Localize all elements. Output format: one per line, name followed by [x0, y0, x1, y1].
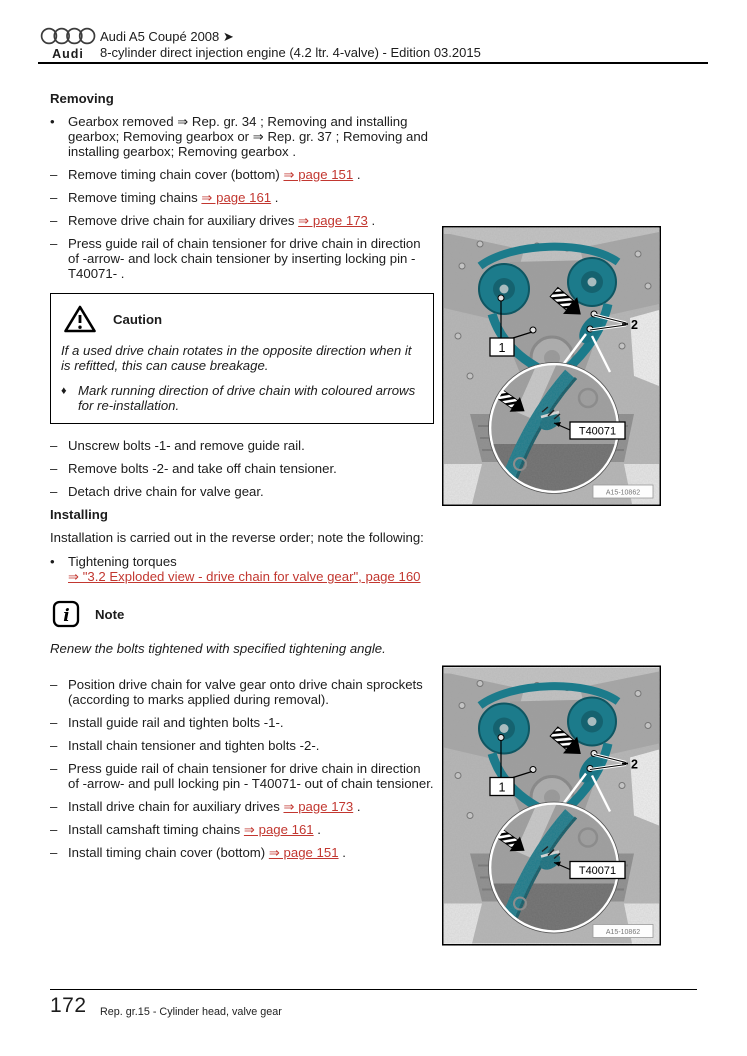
dash-marker: –: [50, 484, 58, 499]
dash-marker: –: [50, 715, 58, 730]
dash-marker: –: [50, 799, 58, 814]
list-item-install-drive-chain: – Install drive chain for auxiliary drives ⇒ page 173 .: [50, 799, 361, 814]
list-item-install-camshaft-chains: – Install camshaft timing chains ⇒ page 161 .: [50, 822, 321, 837]
list-item-text: Press guide rail of chain tensioner for drive chain in direction of -arrow- and pull locking pin - T40071- out of chain tensioner.: [68, 761, 434, 791]
list-item-gearbox-removed: [50, 114, 434, 159]
torques-label: Tightening torques: [68, 554, 177, 569]
diamond-marker: ♦: [61, 385, 67, 397]
figure1-callout-1: 1: [498, 341, 506, 355]
footer-page-number: 172: [50, 994, 87, 1017]
bullet-marker: •: [50, 114, 55, 129]
list-item-text: Remove timing chain cover (bottom): [68, 167, 284, 182]
header-title-line2: 8-cylinder direct injection engine (4.2 ltr. 4-valve) - Edition 03.2015: [100, 44, 481, 60]
dash-marker: –: [50, 190, 58, 205]
list-item-press-guide-rail: [50, 236, 434, 281]
dash-marker: –: [50, 236, 58, 251]
figure2-tool-label: T40071: [578, 865, 617, 877]
info-icon: [52, 600, 80, 628]
dash-marker: –: [50, 438, 58, 453]
installing-heading: Installing: [50, 507, 108, 522]
dash-marker: –: [50, 822, 58, 837]
header-title: [100, 29, 481, 60]
list-item-text: Install timing chain cover (bottom): [68, 845, 269, 860]
note-label: Note: [95, 606, 125, 622]
list-item-tightening-torques: [50, 554, 434, 584]
page-link-161-install[interactable]: ⇒ page 161: [243, 822, 314, 837]
list-item-press-pull-pin: [50, 761, 434, 791]
dash-marker: –: [50, 845, 58, 860]
figure2-callout-2: 2: [631, 757, 638, 772]
footer-caption: Rep. gr.15 - Cylinder head, valve gear: [100, 1006, 282, 1018]
page-link-173-install[interactable]: ⇒ page 173: [283, 799, 354, 814]
figure1-ref-code: A15-10862: [605, 489, 641, 497]
page-link-173[interactable]: ⇒ page 173: [298, 213, 368, 228]
caution-text: If a used drive chain rotates in the opposite direction when it is refitted, this can cause breakage.: [61, 343, 412, 373]
list-item-unscrew-bolts: [50, 438, 434, 453]
engine-figure-removing: [442, 226, 661, 511]
page-link-151-install[interactable]: ⇒ page 151: [268, 845, 339, 860]
dash-marker: –: [50, 761, 58, 776]
dash-marker: –: [50, 461, 58, 476]
list-item-text: Remove timing chains: [68, 190, 202, 205]
audi-logo: [37, 26, 99, 61]
list-item-text: Detach drive chain for valve gear.: [68, 484, 264, 499]
list-item-text: Unscrew bolts -1- and remove guide rail.: [68, 438, 305, 453]
warning-triangle-icon: [63, 304, 97, 334]
list-item-remove-cover: – Remove timing chain cover (bottom) ⇒ page 151 .: [50, 167, 361, 182]
dash-marker: –: [50, 677, 58, 692]
list-item-text: Install chain tensioner and tighten bolts -2-.: [68, 738, 320, 753]
header-rule: [38, 62, 708, 64]
engine-figure-installing: [442, 665, 661, 951]
list-item-text: Press guide rail of chain tensioner for drive chain in direction of -arrow- and lock chain tensioner by inserting locking pin - T40071- .: [68, 236, 421, 281]
note-text: Renew the bolts tightened with specified tightening angle.: [50, 641, 386, 656]
list-item-text: Gearbox removed ⇒ Rep. gr. 34 ; Removing and installing gearbox; Removing gearbox or ⇒ Rep. gr. 37 ; Removing and installing gearbox; Removing gearbox .: [68, 114, 428, 159]
audi-wordmark: Audi: [52, 47, 84, 61]
caution-bullet-text: Mark running direction of drive chain with coloured arrows for re-installation.: [78, 383, 416, 413]
page-link-151[interactable]: ⇒ page 151: [283, 167, 354, 182]
list-item-text: Remove bolts -2- and take off chain tensioner.: [68, 461, 337, 476]
list-item-remove-bolts: [50, 461, 434, 476]
list-item-remove-drive-chain: – Remove drive chain for auxiliary drives ⇒ page 173 .: [50, 213, 376, 228]
audi-rings-icon: [40, 26, 96, 46]
list-item-text: Install camshaft timing chains: [68, 822, 244, 837]
caution-box: [50, 293, 434, 424]
figure2-ref-code: A15-10862: [605, 929, 641, 936]
caution-bullet-item: [61, 383, 423, 413]
header-title-line1: Audi A5 Coupé 2008 ➤: [100, 29, 234, 44]
bullet-marker: •: [50, 554, 55, 569]
list-item-install-tensioner: [50, 738, 434, 753]
list-item-position-chain: [50, 677, 434, 707]
page-link-161[interactable]: ⇒ page 161: [201, 190, 272, 205]
list-item-install-guide-rail: [50, 715, 434, 730]
figure1-callout-2: 2: [631, 318, 638, 332]
page-link-160[interactable]: ⇒ "3.2 Exploded view - drive chain for valve gear", page 160: [68, 569, 421, 584]
removing-heading: Removing: [50, 91, 114, 106]
footer-rule: [50, 989, 697, 990]
main-text-column: [50, 91, 434, 868]
installing-intro: Installation is carried out in the reverse order; note the following:: [50, 530, 424, 545]
figure2-callout-1: 1: [498, 780, 506, 795]
list-item-install-cover: – Install timing chain cover (bottom) ⇒ page 151 .: [50, 845, 346, 860]
dash-marker: –: [50, 213, 58, 228]
caution-label: Caution: [113, 311, 163, 327]
list-item-remove-chains: – Remove timing chains ⇒ page 161 .: [50, 190, 279, 205]
dash-marker: –: [50, 738, 58, 753]
dash-marker: –: [50, 167, 58, 182]
figure1-tool-label: T40071: [578, 425, 617, 438]
list-item-text: Install guide rail and tighten bolts -1-.: [68, 715, 284, 730]
list-item-text: Position drive chain for valve gear onto drive chain sprockets (according to marks applied during removal).: [68, 677, 423, 707]
list-item-detach-chain: [50, 484, 434, 499]
note-header: [52, 600, 434, 628]
list-item-text: Remove drive chain for auxiliary drives: [68, 213, 299, 228]
list-item-text: Install drive chain for auxiliary drives: [68, 799, 284, 814]
svg-text:i: i: [63, 606, 70, 626]
